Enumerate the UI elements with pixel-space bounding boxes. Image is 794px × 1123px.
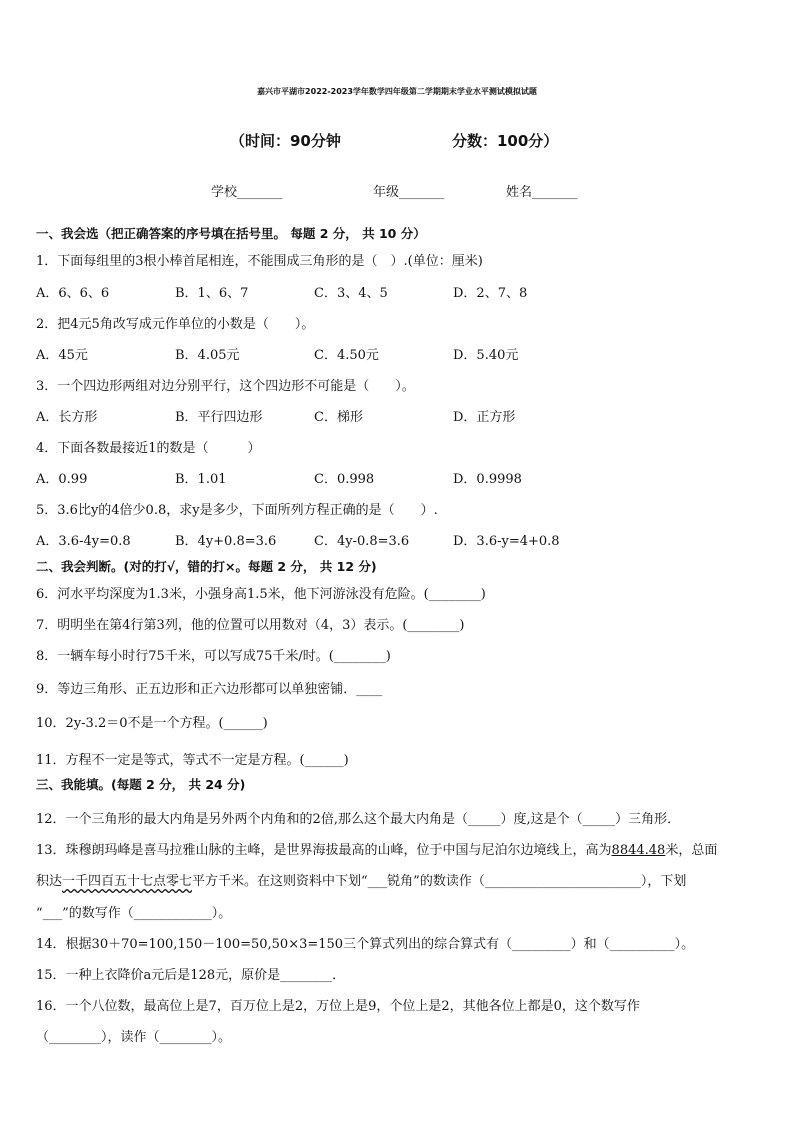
question-10: 10．2y-3.2＝0不是一个方程。(______): [36, 716, 268, 731]
q13-text-a: 13．珠穆朗玛峰是喜马拉雅山脉的主峰，是世界海拔最高的山峰，位于中国与尼泊尔边境线上，高为: [36, 843, 612, 858]
grade-field: 年级_______: [373, 185, 445, 200]
q5-option-b: B．4y+0.8=3.6: [175, 534, 277, 549]
section-1-heading: 一、我会选（把正确答案的序号填在括号里。 每题 2 分， 共 10 分）: [36, 226, 426, 241]
q1-option-a: A．6、6、6: [36, 286, 110, 301]
question-11: 11．方程不一定是等式，等式不一定是方程。(______): [36, 753, 349, 768]
q3-option-b: B．平行四边形: [175, 410, 263, 425]
question-1: 1．下面每组里的3根小棒首尾相连，不能围成三角形的是（ ）.(单位：厘米): [36, 254, 483, 269]
question-12: 12．一个三角形的最大内角是另外两个内角和的2倍,那么这个最大内角是（_____）度,这是个（_____）三角形．: [36, 812, 681, 827]
q2-option-d: D．5.40元: [453, 348, 519, 363]
question-2: 2．把4元5角改写成元作单位的小数是（ ）。: [36, 317, 315, 332]
question-5: 5．3.6比y的4倍少0.8，求y是多少，下面所列方程正确的是（ ）.: [36, 503, 438, 518]
question-9: 9．等边三角形、正五边形和正六边形都可以单独密铺．____: [36, 682, 383, 697]
q13-height-number: 8844.48: [611, 843, 666, 858]
page-title: 嘉兴市平湖市2022-2023学年数学四年级第二学期期末学业水平测试模拟试题: [257, 87, 537, 96]
q2-option-a: A．45元: [36, 348, 88, 363]
school-field: 学校_______: [211, 185, 283, 200]
question-3: 3．一个四边形两组对边分别平行，这个四边形不可能是（ ）。: [36, 379, 415, 394]
q13-area-words: 一千四百五十七点零七: [62, 874, 193, 889]
q3-option-c: C．梯形: [314, 410, 363, 425]
q1-option-c: C．3、4、5: [314, 286, 388, 301]
question-8: 8．一辆车每小时行75千米，可以写成75千米/时。(________): [36, 649, 391, 664]
exam-score: 分数：100分）: [452, 132, 559, 150]
question-13-line-1: [36, 839, 717, 858]
question-4: 4．下面各数最接近1的数是（ ）: [36, 441, 261, 456]
name-field: 姓名_______: [506, 185, 578, 200]
question-13-line-3: “___”的数写作（____________）。: [36, 906, 232, 921]
question-16-line-2: （________），读作（________）。: [36, 1030, 232, 1045]
q13-text-e: 平方千米。在这则资料中下划“___锐角”的数读作（________________________），下划: [192, 874, 687, 889]
q5-option-a: A．3.6-4y=0.8: [36, 534, 131, 549]
q4-option-d: D．0.9998: [453, 472, 522, 487]
q5-option-d: D．3.6-y=4+0.8: [453, 534, 560, 549]
question-14: 14．根据30＋70=100,150－100=50,50×3=150三个算式列出的综合算式有（_________）和（__________）。: [36, 937, 695, 952]
q4-option-a: A．0.99: [36, 472, 88, 487]
section-2-heading: 二、我会判断。(对的打√，错的打×。每题 2 分， 共 12 分): [36, 559, 377, 574]
q5-option-c: C．4y-0.8=3.6: [314, 534, 410, 549]
question-6: 6．河水平均深度为1.3米，小强身高1.5米，他下河游泳没有危险。(________): [36, 587, 486, 602]
q13-text-b: 米，总面: [665, 843, 718, 858]
question-16-line-1: 16．一个八位数，最高位上是7，百万位上是2，万位上是9，个位上是2，其他各位上都是0，这个数写作: [36, 999, 640, 1014]
question-13-line-2: [36, 870, 686, 889]
q3-option-d: D．正方形: [453, 410, 516, 425]
q4-option-b: B．1.01: [175, 472, 227, 487]
q13-text-c: 积达: [36, 874, 63, 889]
q4-option-c: C．0.998: [314, 472, 375, 487]
q2-option-c: C．4.50元: [314, 348, 379, 363]
q3-option-a: A．长方形: [36, 410, 98, 425]
exam-time: （时间：90分钟: [230, 132, 341, 150]
question-15: 15．一种上衣降价a元后是128元，原价是________．: [36, 968, 346, 983]
q1-option-d: D．2、7、8: [453, 286, 528, 301]
section-3-heading: 三、我能填。(每题 2 分， 共 24 分): [36, 777, 246, 792]
q2-option-b: B．4.05元: [175, 348, 240, 363]
q1-option-b: B．1、6、7: [175, 286, 249, 301]
question-7: 7．明明坐在第4行第3列，他的位置可以用数对（4，3）表示。(________): [36, 618, 465, 633]
